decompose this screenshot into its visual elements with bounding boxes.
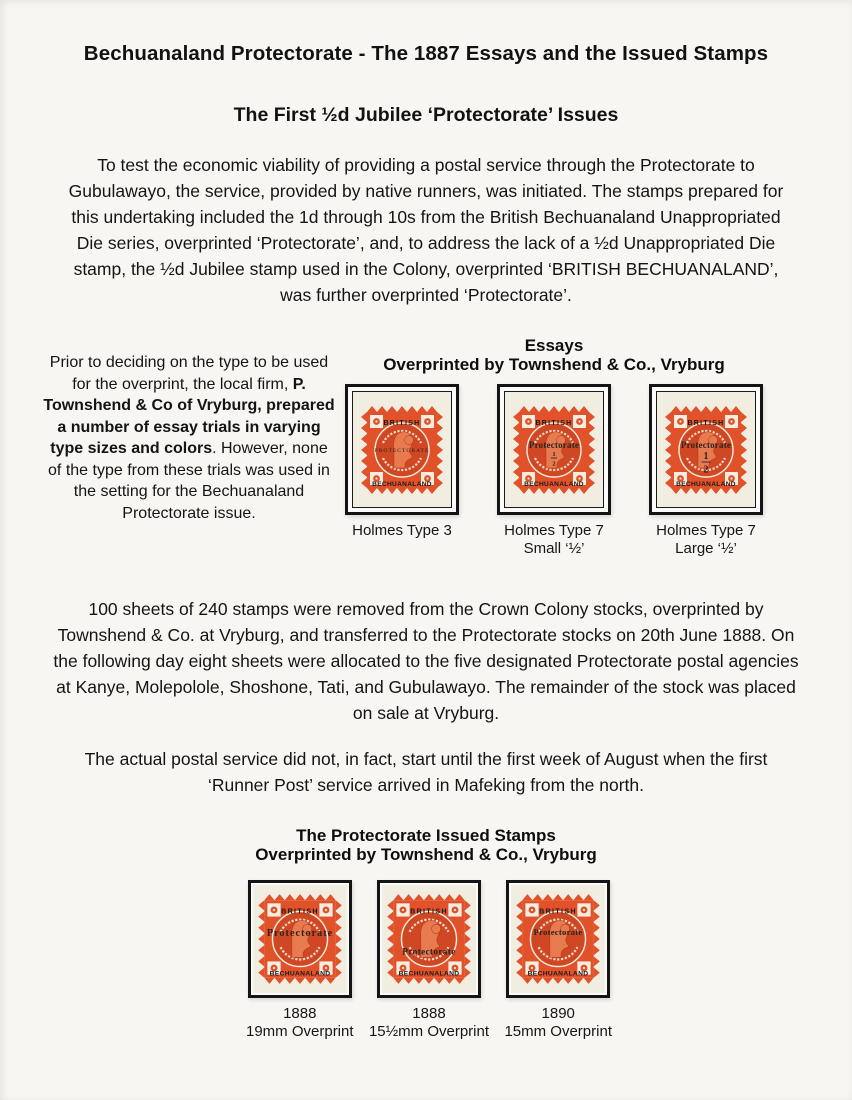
- stamp-top-overprint: BRITISH: [280, 907, 319, 916]
- stamp-bottom-overprint: BECHUANALAND: [372, 480, 432, 488]
- stamp-top-overprint: BRITISH: [410, 907, 448, 916]
- stamp-mount: [506, 880, 610, 998]
- intro-paragraph: To test the economic viability of providing a postal service through the Protectorate to Gubulawayo, the service, provided by native runners, was initiated. The stamps prepared for this undertaking included the 1d through 10s from the British Bechuanaland Unappropriated Die series, overprinted ‘Protectorate’, and, to address the lack of a ½d Unappropriated Die stamp, the ½d Jubilee stamp used in the Colony, overprinted ‘BRITISH BECHUANALAND’, was further overprinted ‘Protectorate’.: [68, 155, 784, 305]
- issued-stamp-column-1: [246, 880, 354, 1041]
- protectorate-overprint: PROTECTORATE: [374, 447, 430, 454]
- fraction-numerator: 1: [552, 450, 556, 458]
- issued-section-heading: [0, 826, 852, 864]
- stamp-image-holmes-type-7-small: [509, 398, 599, 502]
- caption-line1: 1890: [541, 1005, 575, 1022]
- stamp-photo: [656, 391, 756, 508]
- side-note-text-post: . However, none of the type from these trials was used in the setting for the Bechuanaland Protectorate issue.: [48, 440, 330, 522]
- issued-heading-line2: Overprinted by Townshend & Co., Vryburg: [255, 845, 597, 864]
- stamp-caption: [352, 522, 452, 540]
- issued-heading-line1: The Protectorate Issued Stamps: [296, 826, 556, 845]
- stamp-mount: [345, 384, 459, 515]
- stamp-bottom-overprint: BECHUANALAND: [524, 480, 584, 488]
- page-title: Bechuanaland Protectorate - The 1887 Essays and the Issued Stamps: [83, 42, 769, 65]
- stamp-photo: [382, 885, 476, 993]
- stamp-mount: [377, 880, 481, 998]
- side-note-text-bold: P. Townshend & Co of Vryburg, prepared a number of essay trials in varying type sizes and colors: [43, 375, 335, 457]
- caption-line1: Holmes Type 7: [504, 522, 604, 539]
- page-subtitle: The First ½d Jubilee ‘Protectorate’ Issues: [233, 104, 619, 126]
- stamp-caption: [504, 522, 604, 558]
- caption-line1: 1888: [412, 1005, 446, 1022]
- stamp-caption: [656, 522, 756, 558]
- caption-line1: Holmes Type 3: [352, 522, 452, 539]
- stamp-photo: [511, 885, 605, 993]
- essay-stamp-column-1: [345, 384, 459, 558]
- fraction-denominator: 2: [552, 460, 556, 467]
- stamp-image-1890-15mm: [512, 886, 604, 992]
- stamp-top-overprint: BRITISH: [687, 419, 725, 427]
- stamp-photo: [504, 391, 604, 508]
- stamp-caption: [504, 1005, 612, 1041]
- protectorate-overprint: Protectorate: [528, 439, 580, 450]
- stamp-bottom-overprint: BECHUANALAND: [269, 970, 331, 978]
- issued-stamp-row: [246, 880, 612, 1041]
- issued-stamp-column-3: [504, 880, 612, 1041]
- essay-stamp-column-2: [497, 384, 611, 558]
- essays-heading-line1: Essays: [524, 336, 584, 355]
- stamp-photo: [352, 391, 452, 508]
- stamp-image-1888-15half-mm: [383, 886, 475, 992]
- issued-stamp-column-2: [369, 880, 489, 1041]
- essay-side-note: [42, 352, 336, 524]
- caption-line2: Small ‘½’: [523, 540, 585, 557]
- side-note-text-pre: Prior to deciding on the type to be used for the overprint, the local firm,: [49, 354, 329, 393]
- stamp-mount: [248, 880, 352, 998]
- fraction-numerator: 1: [703, 450, 709, 462]
- caption-line2: 15½mm Overprint: [368, 1023, 490, 1040]
- essays-stamp-row: [345, 384, 763, 558]
- stamp-top-overprint: BRITISH: [539, 907, 578, 916]
- essays-heading-line2: Overprinted by Townshend & Co., Vryburg: [383, 355, 725, 374]
- stamp-image-holmes-type-3: [357, 398, 447, 502]
- caption-line1: Holmes Type 7: [656, 522, 756, 539]
- protectorate-overprint: Protectorate: [680, 439, 732, 450]
- stamp-bottom-overprint: BECHUANALAND: [527, 970, 589, 978]
- protectorate-overprint: Protectorate: [533, 926, 583, 937]
- stamp-bottom-overprint: BECHUANALAND: [676, 480, 736, 488]
- stamp-top-overprint: BRITISH: [383, 419, 421, 427]
- stamp-mount: [649, 384, 763, 515]
- caption-line2: 15mm Overprint: [504, 1023, 612, 1040]
- protectorate-overprint: Protectorate: [402, 947, 456, 958]
- service-paragraph: The actual postal service did not, in fact, start until the first week of August when the first ‘Runner Post’ service arrived in Mafeking from the north.: [84, 749, 768, 795]
- stamp-caption: [369, 1005, 489, 1041]
- caption-line2: 19mm Overprint: [246, 1023, 354, 1040]
- essays-section-heading: [345, 336, 763, 374]
- caption-line2: Large ‘½’: [675, 540, 737, 557]
- stamp-photo: [253, 885, 347, 993]
- stamp-image-holmes-type-7-large: [661, 398, 751, 502]
- stamp-top-overprint: BRITISH: [535, 419, 573, 427]
- essay-stamp-column-3: [649, 384, 763, 558]
- stamp-mount: [497, 384, 611, 515]
- stocks-paragraph: 100 sheets of 240 stamps were removed from the Crown Colony stocks, overprinted by Townshend & Co. at Vryburg, and transferred to the Protectorate stocks on 20th June 1888. On the following day eight sheets were allocated to the five designated Protectorate postal agencies at Kanye, Molepolole, Shoshone, Tati, and Gubulawayo. The remainder of the stock was placed on sale at Vryburg.: [53, 599, 799, 723]
- fraction-denominator: 2: [703, 464, 709, 475]
- stamp-caption: [246, 1005, 354, 1041]
- caption-line1: 1888: [283, 1005, 317, 1022]
- stamp-image-1888-19mm: [254, 886, 346, 992]
- protectorate-overprint: Protectorate: [266, 927, 333, 939]
- stamp-bottom-overprint: BECHUANALAND: [398, 970, 460, 978]
